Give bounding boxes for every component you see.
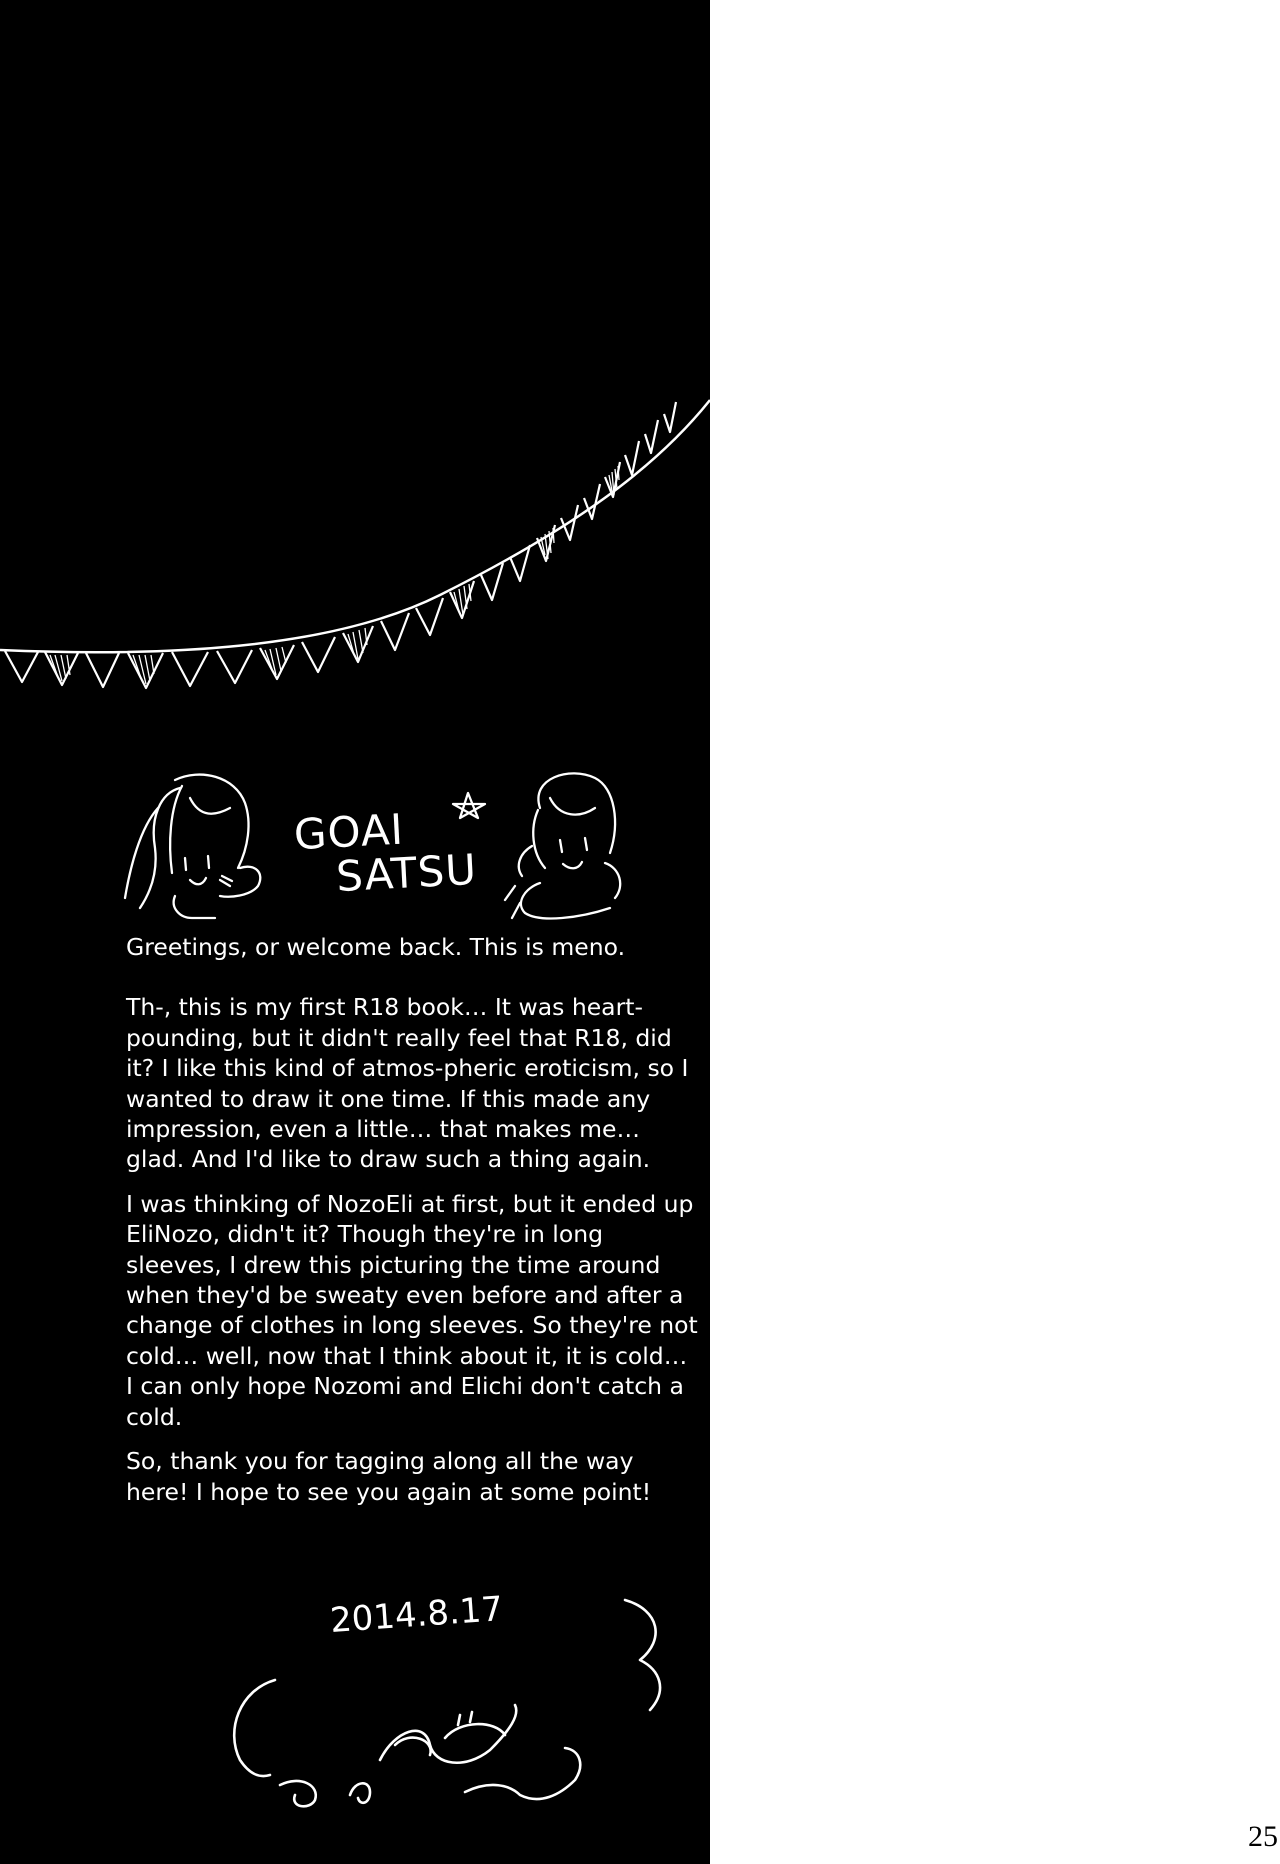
afterword-text <box>126 932 701 1521</box>
goaisatsu-heading <box>293 803 497 901</box>
heading-line-2: SATSU <box>334 844 479 902</box>
paragraph-first-book: Th-, this is my first R18 book… It was heart-pounding, but it didn't really feel that R18, did it? I like this kind of atmos-pheric eroticism, so I wanted to draw it one time. If this made any impression, even a little… that makes me… glad. And I'd like to draw such a thing again. <box>126 993 689 1174</box>
signature-date: 2014.8.17 <box>328 1589 505 1641</box>
paragraph-thanks: So, thank you for tagging along all the way here! I hope to see you again at some point! <box>126 1447 652 1506</box>
page-number: 25 <box>1248 1820 1278 1853</box>
paragraph-greeting: Greetings, or welcome back. This is meno. <box>126 933 626 961</box>
bunting-garland-icon <box>0 395 710 705</box>
paragraph-nozoeli: I was thinking of NozoEli at first, but it ended up EliNozo, didn't it? Though they're in long sleeves, I drew this picturing the time around when they'd be sweaty even before and after a change of clothes in long sleeves. So they're not cold… well, now that I think about it, it is cold… I can only hope Nozomi and Elichi don't catch a cold. <box>126 1189 698 1431</box>
heading-line-1: GOAI <box>292 804 406 860</box>
signature-doodle-icon <box>220 1580 680 1810</box>
